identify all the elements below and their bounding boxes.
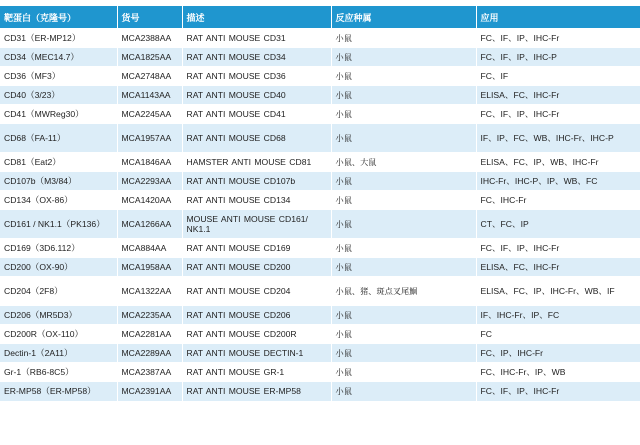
table-row (0, 29, 640, 48)
table-row (0, 67, 640, 86)
description-cell: RAT ANTI MOUSE CD36 (182, 67, 331, 86)
species-cell: 小鼠 (331, 239, 476, 258)
catalog-cell: MCA1322AA (117, 277, 182, 306)
table-row (0, 48, 640, 67)
catalog-cell: MCA1266AA (117, 210, 182, 239)
species-cell: 小鼠 (331, 325, 476, 344)
description-cell: RAT ANTI MOUSE CD206 (182, 306, 331, 325)
target-cell: CD204（2F8） (0, 277, 117, 306)
table-row (0, 86, 640, 105)
target-cell: CD200（OX-90） (0, 258, 117, 277)
applications-cell: FC、IF、IP、IHC-Fr (476, 105, 640, 124)
description-cell: RAT ANTI MOUSE CD134 (182, 191, 331, 210)
description-cell: RAT ANTI MOUSE CD169 (182, 239, 331, 258)
applications-cell: IF、IP、FC、WB、IHC-Fr、IHC-P (476, 124, 640, 153)
description-cell: RAT ANTI MOUSE DECTIN-1 (182, 344, 331, 363)
species-cell: 小鼠 (331, 382, 476, 401)
target-cell: CD34（MEC14.7） (0, 48, 117, 67)
table-row (0, 306, 640, 325)
species-cell: 小鼠 (331, 67, 476, 86)
catalog-cell: MCA2293AA (117, 172, 182, 191)
target-cell: CD200R（OX-110） (0, 325, 117, 344)
catalog-cell: MCA2387AA (117, 363, 182, 382)
applications-cell: IF、IHC-Fr、IP、FC (476, 306, 640, 325)
species-cell: 小鼠 (331, 306, 476, 325)
target-cell: CD68（FA-11） (0, 124, 117, 153)
description-cell: RAT ANTI MOUSE CD204 (182, 277, 331, 306)
table-row (0, 382, 640, 401)
target-cell: Dectin-1（2A11） (0, 344, 117, 363)
description-cell: RAT ANTI MOUSE ER-MP58 (182, 382, 331, 401)
antibody-table (0, 6, 640, 401)
header-target: 靶蛋白（克隆号） (0, 6, 117, 29)
description-cell: RAT ANTI MOUSE CD31 (182, 29, 331, 48)
applications-cell: FC、IF、IP、IHC-Fr (476, 239, 640, 258)
table-row (0, 325, 640, 344)
species-cell: 小鼠 (331, 86, 476, 105)
description-cell: RAT ANTI MOUSE CD40 (182, 86, 331, 105)
target-cell: Gr-1（RB6-8C5） (0, 363, 117, 382)
target-cell: CD36（MF3） (0, 67, 117, 86)
table-body (0, 29, 640, 401)
catalog-cell: MCA1420AA (117, 191, 182, 210)
species-cell: 小鼠 (331, 363, 476, 382)
target-cell: CD169（3D6.112） (0, 239, 117, 258)
species-cell: 小鼠、大鼠 (331, 153, 476, 172)
table-row (0, 191, 640, 210)
catalog-cell: MCA2245AA (117, 105, 182, 124)
catalog-cell: MCA2748AA (117, 67, 182, 86)
target-cell: CD40（3/23） (0, 86, 117, 105)
table-row (0, 239, 640, 258)
species-cell: 小鼠 (331, 191, 476, 210)
table-row (0, 153, 640, 172)
header-applications: 应用 (476, 6, 640, 29)
species-cell: 小鼠、猪、斑点叉尾鮰 (331, 277, 476, 306)
applications-cell: FC、IF、IP、IHC-P (476, 48, 640, 67)
applications-cell: ELISA、FC、IHC-Fr (476, 258, 640, 277)
applications-cell: ELISA、FC、IHC-Fr (476, 86, 640, 105)
description-cell: RAT ANTI MOUSE CD41 (182, 105, 331, 124)
description-cell: RAT ANTI MOUSE GR-1 (182, 363, 331, 382)
target-cell: CD41（MWReg30） (0, 105, 117, 124)
catalog-cell: MCA1825AA (117, 48, 182, 67)
table-row (0, 344, 640, 363)
table-row (0, 124, 640, 153)
table-row (0, 277, 640, 306)
applications-cell: ELISA、FC、IP、IHC-Fr、WB、IF (476, 277, 640, 306)
description-cell: RAT ANTI MOUSE CD107b (182, 172, 331, 191)
applications-cell: FC、IHC-Fr (476, 191, 640, 210)
table-row (0, 210, 640, 239)
catalog-cell: MCA884AA (117, 239, 182, 258)
target-cell: CD107b（M3/84） (0, 172, 117, 191)
description-cell: RAT ANTI MOUSE CD34 (182, 48, 331, 67)
table-header (0, 6, 640, 29)
applications-cell: FC、IF、IP、IHC-Fr (476, 29, 640, 48)
applications-cell: FC、IHC-Fr、IP、WB (476, 363, 640, 382)
applications-cell: CT、FC、IP (476, 210, 640, 239)
species-cell: 小鼠 (331, 172, 476, 191)
catalog-cell: MCA2235AA (117, 306, 182, 325)
species-cell: 小鼠 (331, 344, 476, 363)
species-cell: 小鼠 (331, 29, 476, 48)
applications-cell: ELISA、FC、IP、WB、IHC-Fr (476, 153, 640, 172)
applications-cell: FC、IF、IP、IHC-Fr (476, 382, 640, 401)
table-row (0, 172, 640, 191)
species-cell: 小鼠 (331, 48, 476, 67)
target-cell: ER-MP58（ER-MP58） (0, 382, 117, 401)
header-catalog-number: 货号 (117, 6, 182, 29)
table-row (0, 363, 640, 382)
catalog-cell: MCA1143AA (117, 86, 182, 105)
target-cell: CD161 / NK1.1（PK136） (0, 210, 117, 239)
description-cell: MOUSE ANTI MOUSE CD161/ NK1.1 (182, 210, 331, 239)
catalog-cell: MCA1958AA (117, 258, 182, 277)
description-cell: RAT ANTI MOUSE CD200 (182, 258, 331, 277)
target-cell: CD81（Eat2） (0, 153, 117, 172)
applications-cell: IHC-Fr、IHC-P、IP、WB、FC (476, 172, 640, 191)
description-cell: RAT ANTI MOUSE CD200R (182, 325, 331, 344)
applications-cell: FC、IP、IHC-Fr (476, 344, 640, 363)
catalog-cell: MCA1957AA (117, 124, 182, 153)
catalog-cell: MCA2388AA (117, 29, 182, 48)
catalog-cell: MCA2391AA (117, 382, 182, 401)
catalog-cell: MCA2289AA (117, 344, 182, 363)
table-row (0, 105, 640, 124)
catalog-cell: MCA2281AA (117, 325, 182, 344)
target-cell: CD134（OX-86） (0, 191, 117, 210)
header-species: 反应种属 (331, 6, 476, 29)
species-cell: 小鼠 (331, 258, 476, 277)
applications-cell: FC (476, 325, 640, 344)
species-cell: 小鼠 (331, 105, 476, 124)
catalog-cell: MCA1846AA (117, 153, 182, 172)
species-cell: 小鼠 (331, 124, 476, 153)
target-cell: CD31（ER-MP12） (0, 29, 117, 48)
table-row (0, 258, 640, 277)
applications-cell: FC、IF (476, 67, 640, 86)
description-cell: RAT ANTI MOUSE CD68 (182, 124, 331, 153)
target-cell: CD206（MR5D3） (0, 306, 117, 325)
species-cell: 小鼠 (331, 210, 476, 239)
header-description: 描述 (182, 6, 331, 29)
description-cell: HAMSTER ANTI MOUSE CD81 (182, 153, 331, 172)
